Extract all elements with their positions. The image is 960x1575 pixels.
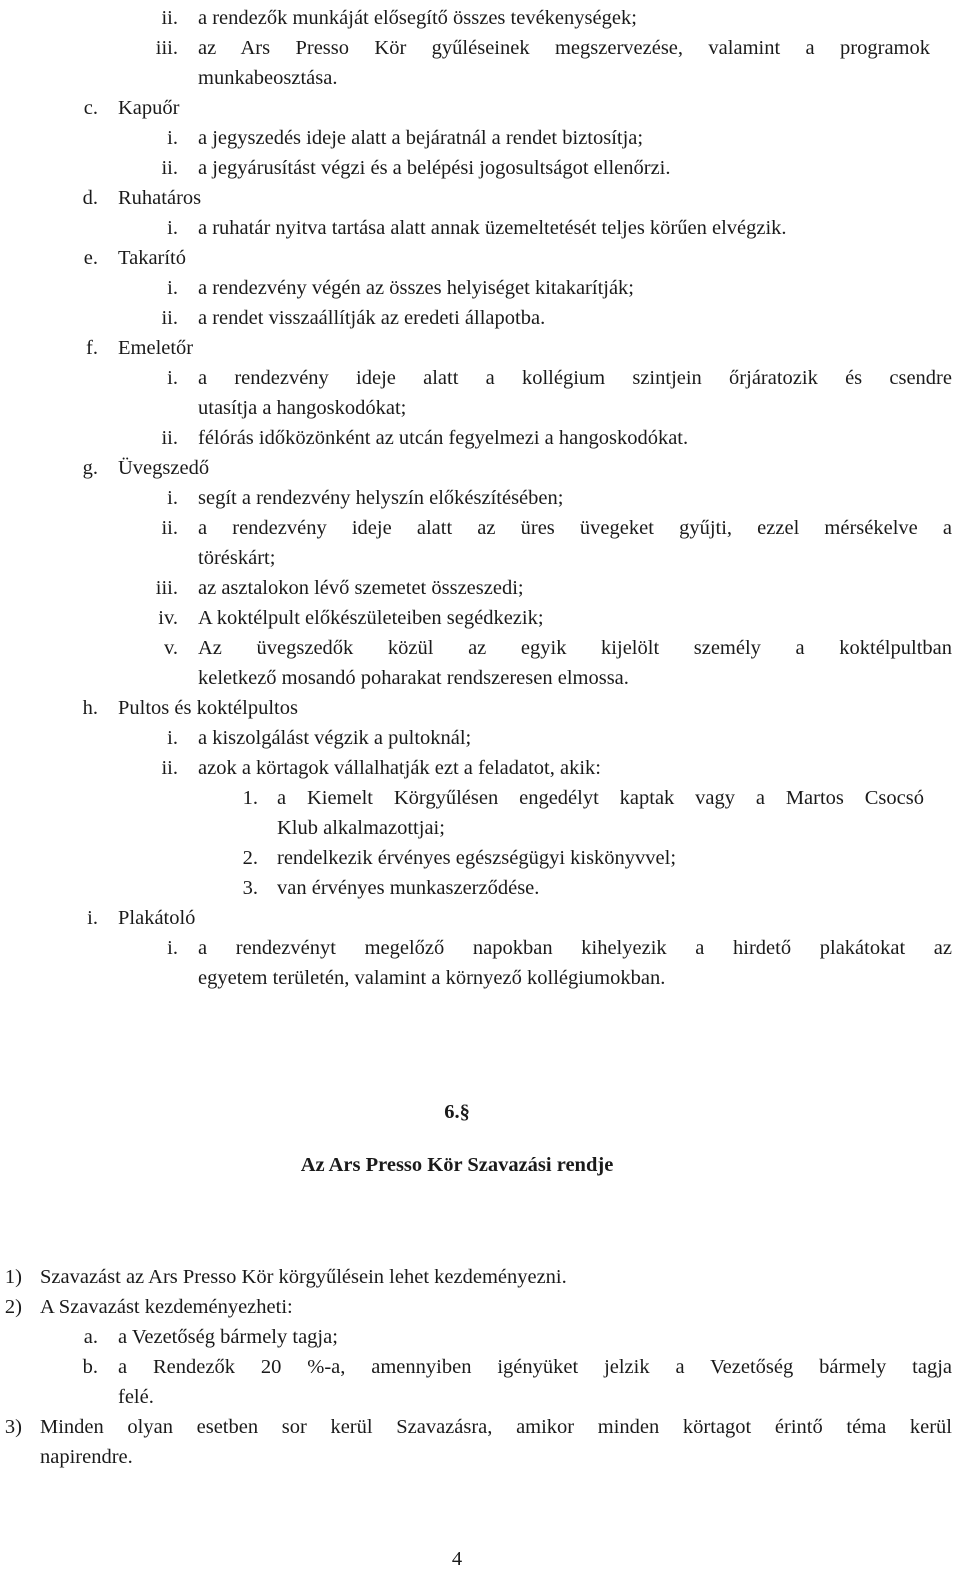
list-item	[0, 213, 960, 243]
list-item-text: Szavazást az Ars Presso Kör körgyűlésein lehet kezdeményezni.	[40, 1266, 567, 1288]
list-item	[0, 843, 960, 873]
list-item-number: i.	[167, 727, 178, 749]
list-item-number: a.	[83, 1326, 98, 1348]
list-item-text: Pultos és koktélpultos	[118, 697, 298, 719]
list-item-text: a jegyszedés ideje alatt a bejáratnál a rendet biztosítja;	[198, 127, 644, 149]
list-item	[0, 543, 960, 573]
list-item	[0, 873, 960, 903]
list-item	[0, 573, 960, 603]
list-item-number: ii.	[161, 757, 178, 779]
list-item-number: 2.	[242, 847, 258, 869]
list-item-text: az asztalokon lévő szemetet összeszedi;	[198, 577, 524, 599]
list-item	[0, 603, 960, 633]
list-item-text: Emeletőr	[118, 337, 194, 359]
list-item-text: segít a rendezvény helyszín előkészítésében;	[198, 487, 564, 509]
list-item-text: a rendezvény végén az összes helyiséget kitakarítják;	[198, 277, 635, 299]
list-item-text: Takarító	[118, 247, 187, 269]
list-item-text: Ruhatáros	[118, 187, 202, 209]
list-item-text: Kapuőr	[118, 97, 180, 119]
list-item-number: i.	[167, 367, 178, 389]
list-item-number: 1.	[242, 787, 258, 809]
list-item-number: ii.	[161, 427, 178, 449]
list-item-text: keletkező mosandó poharakat rendszeresen elmossa.	[198, 667, 629, 689]
list-item-text: azok a körtagok vállalhatják ezt a feladatot, akik:	[198, 757, 601, 779]
list-item-number: v.	[163, 637, 178, 659]
list-item	[0, 633, 960, 663]
list-item-text: van érvényes munkaszerződése.	[277, 877, 540, 899]
list-item	[0, 93, 960, 123]
list-item-text: a rendezvényt megelőző napokban kihelyezik a hirdető plakátokat az	[198, 937, 952, 959]
list-item	[0, 423, 960, 453]
list-item	[0, 783, 960, 813]
list-item-number: ii.	[161, 307, 178, 329]
list-item	[0, 663, 960, 693]
list-item-text: a Rendezők 20 %-a, amennyiben igényüket jelzik a Vezetőség bármely tagja	[118, 1356, 952, 1378]
list-item-number: i.	[167, 277, 178, 299]
list-item	[0, 1262, 960, 1292]
list-item	[0, 123, 960, 153]
list-item-number: h.	[82, 697, 98, 719]
list-item	[0, 3, 960, 33]
list-item-text: a Vezetőség bármely tagja;	[118, 1326, 338, 1348]
list-item	[0, 393, 960, 423]
list-item-number: 1)	[4, 1266, 22, 1288]
list-item	[0, 693, 960, 723]
list-item	[0, 1292, 960, 1322]
list-item-text: Minden olyan esetben sor kerül Szavazásra, amikor minden körtagot érintő téma kerül	[40, 1416, 952, 1438]
list-item	[0, 933, 960, 963]
page-number: 4	[451, 1548, 463, 1570]
list-item-text: munkabeosztása.	[198, 67, 338, 89]
list-item-number: i.	[167, 937, 178, 959]
list-item-number: ii.	[161, 517, 178, 539]
list-item	[0, 243, 960, 273]
list-item	[0, 63, 960, 93]
list-item-number: f.	[86, 337, 98, 359]
list-item	[0, 183, 960, 213]
list-item-text: a rendezvény ideje alatt a kollégium szintjein őrjáratozik és csendre	[198, 367, 952, 389]
list-item-text: a Kiemelt Körgyűlésen engedélyt kaptak vagy a Martos Csocsó	[277, 787, 924, 809]
list-item-number: i.	[167, 487, 178, 509]
list-item-number: iii.	[155, 577, 178, 599]
list-item	[0, 273, 960, 303]
list-item-text: a kiszolgálást végzik a pultoknál;	[198, 727, 472, 749]
list-item	[0, 333, 960, 363]
list-item-number: iv.	[158, 607, 178, 629]
list-item-text: a rendezők munkáját elősegítő összes tevékenységek;	[198, 7, 637, 29]
list-item-number: i.	[87, 907, 98, 929]
list-item-number: g.	[82, 457, 98, 479]
list-item-text: félórás időközönként az utcán fegyelmezi a hangoskodókat.	[198, 427, 689, 449]
list-item	[0, 1382, 960, 1412]
list-item-text: a jegyárusítást végzi és a belépési jogosultságot ellenőrzi.	[198, 157, 671, 179]
list-item-number: c.	[83, 97, 98, 119]
list-item	[0, 483, 960, 513]
section-number: 6.§	[444, 1101, 470, 1123]
list-item	[0, 153, 960, 183]
list-item-text: Plakátoló	[118, 907, 196, 929]
list-item	[0, 903, 960, 933]
list-item-text: utasítja a hangoskodókat;	[198, 397, 407, 419]
list-item-number: ii.	[161, 7, 178, 29]
list-item-number: i.	[167, 127, 178, 149]
list-item-text: napirendre.	[40, 1446, 133, 1468]
list-item-number: 3.	[242, 877, 258, 899]
list-item-text: Üvegszedő	[118, 457, 210, 479]
list-item	[0, 723, 960, 753]
list-item-text: A koktélpult előkészületeiben segédkezik;	[198, 607, 544, 629]
section-title: Az Ars Presso Kör Szavazási rendje	[300, 1154, 614, 1176]
list-item-text: Klub alkalmazottjai;	[277, 817, 445, 839]
list-item-text: a ruhatár nyitva tartása alatt annak üzemeltetését teljes körűen elvégzik.	[198, 217, 787, 239]
list-item-text: töréskárt;	[198, 547, 276, 569]
list-item	[0, 33, 960, 63]
list-item-text: egyetem területén, valamint a környező kollégiumokban.	[198, 967, 666, 989]
list-item	[0, 963, 960, 993]
list-item-text: a rendet visszaállítják az eredeti állapotba.	[198, 307, 546, 329]
list-item-text: felé.	[118, 1386, 154, 1408]
list-item-number: i.	[167, 217, 178, 239]
list-item-text: A Szavazást kezdeményezheti:	[40, 1296, 293, 1318]
list-item-number: d.	[82, 187, 98, 209]
list-item-number: 3)	[4, 1416, 22, 1438]
list-item-number: ii.	[161, 157, 178, 179]
list-item-number: iii.	[155, 37, 178, 59]
list-item-number: b.	[82, 1356, 98, 1378]
list-item	[0, 363, 960, 393]
list-item-number: e.	[83, 247, 98, 269]
list-item	[0, 1322, 960, 1352]
list-item-text: rendelkezik érvényes egészségügyi kiskönyvvel;	[277, 847, 677, 869]
list-item	[0, 1412, 960, 1442]
list-item	[0, 1352, 960, 1382]
list-item	[0, 1442, 960, 1472]
list-item	[0, 303, 960, 333]
list-item-number: 2)	[4, 1296, 22, 1318]
list-item	[0, 753, 960, 783]
list-item	[0, 513, 960, 543]
list-item-text: az Ars Presso Kör gyűléseinek megszervezése, valamint a programok	[198, 37, 930, 59]
list-item	[0, 813, 960, 843]
list-item-text: Az üvegszedők közül az egyik kijelölt személy a koktélpultban	[198, 637, 952, 659]
list-item	[0, 453, 960, 483]
list-item-text: a rendezvény ideje alatt az üres üvegeket gyűjti, ezzel mérsékelve a	[198, 517, 952, 539]
